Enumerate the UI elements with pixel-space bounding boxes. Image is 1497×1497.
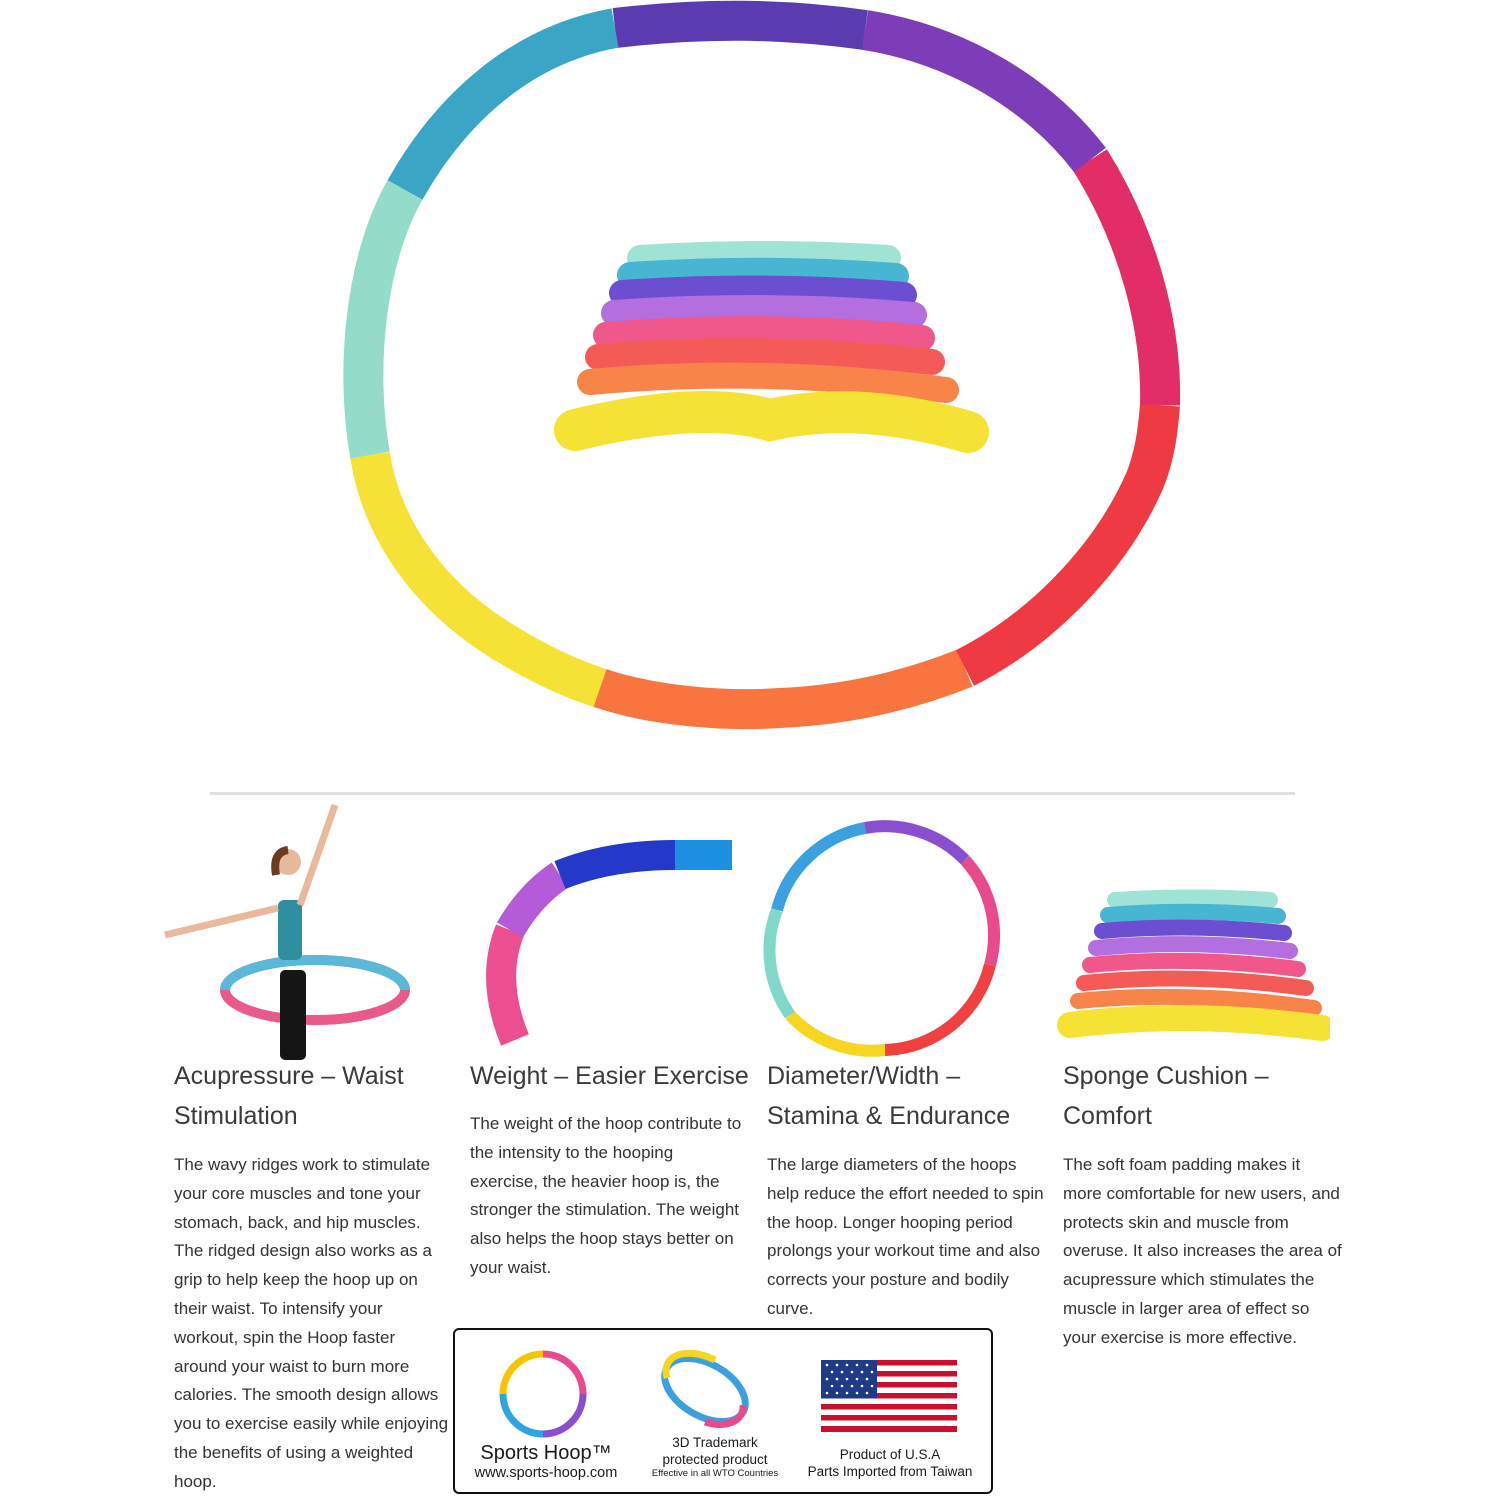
hoop-segment-mint: [363, 190, 405, 455]
feature-body-sponge: The soft foam padding makes it more comfortable for new users, and protects skin and muscle from overuse. It also increases the area of acupressure which stimulates the muscle in larger area of effect so your exercise is more effective.: [1063, 1155, 1342, 1347]
feature-body-acupressure: The wavy ridges work to stimulate your core muscles and tone your stomach, back, and hip muscles. The ridged design also works as a grip to help keep the hoop up on their waist. To intensify your workout, spin the Hoop faster around your waist to burn more calories. The smooth design allows you to exercise easily while enjoying the benefits of using a weighted hoop.: [174, 1155, 449, 1491]
hoop-full-circle-image: [745, 800, 1035, 1062]
feature-title-acupressure: Acupressure – Waist Stimulation: [174, 1062, 404, 1130]
hoop-segment-purple: [865, 30, 1090, 160]
3d-hoop-trademark-icon: [655, 1350, 755, 1430]
section-divider: [210, 792, 1295, 795]
feature-title-diameter: Diameter/Width – Stamina & Endurance: [767, 1062, 1011, 1130]
feature-title-weight: Weight – Easier Exercise: [470, 1062, 749, 1090]
badge-trademark-line3: Effective in all WTO Countries: [651, 1468, 779, 1479]
feature-title-sponge: Sponge Cushion – Comfort: [1063, 1062, 1269, 1130]
sports-hoop-logo-icon: [493, 1344, 593, 1444]
badge-trademark-line1: 3D Trademark: [672, 1435, 758, 1450]
hoop-segment-pink: [1090, 160, 1160, 405]
hoop-segment-indigo: [615, 21, 865, 30]
badge-origin-line1: Product of U.S.A: [839, 1447, 941, 1462]
badge-url: www.sports-hoop.com: [474, 1465, 618, 1481]
hoop-segment-yellow: [370, 455, 600, 688]
hoop-segment-teal: [405, 28, 615, 190]
woman-hooping-image: [160, 800, 450, 1062]
feature-body-diameter: The large diameters of the hoops help reduce the effort needed to spin the hoop. Longer hooping period prolongs your workout time and also corrects your posture and bodily curve.: [767, 1155, 1044, 1318]
usa-flag-icon: [821, 1360, 957, 1432]
hoop-segment-orange: [600, 668, 965, 709]
feature-body-weight: The weight of the hoop contribute to the intensity to the hooping exercise, the heavier hoop is, the stronger the stimulation. The weight also helps the hoop stays better on your waist.: [470, 1114, 742, 1277]
hoop-arc-closeup-image: [460, 800, 750, 1062]
badge-trademark-line2: protected product: [662, 1452, 768, 1467]
stacked-segments-image: [1040, 800, 1330, 1062]
hoop-segment-red: [965, 405, 1160, 668]
trademark-badge: [453, 1328, 993, 1494]
badge-brand: Sports Hoop™: [480, 1442, 612, 1464]
badge-origin-line2: Parts Imported from Taiwan: [807, 1464, 973, 1479]
stacked-segments: [590, 254, 946, 390]
